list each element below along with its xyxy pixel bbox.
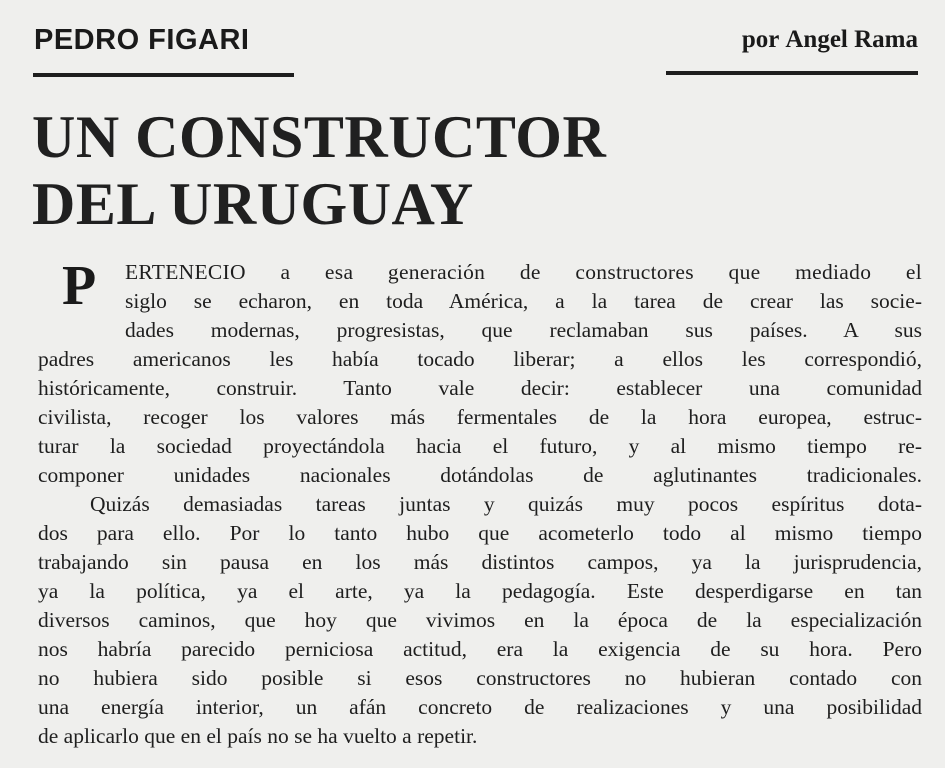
byline-prefix: por: [741, 26, 780, 53]
byline-underline: [666, 71, 918, 75]
body-line: trabajando sin pausa en los más distintos campos, ya la jurisprudencia,: [38, 550, 922, 574]
article-kicker: PEDRO FIGARI: [34, 24, 250, 56]
body-line: diversos caminos, que hoy que vivimos en la época de la especialización: [38, 608, 922, 632]
headline: [32, 104, 606, 238]
body-line: de aplicarlo que en el país no se ha vuelto a repetir.: [38, 724, 478, 748]
body-line: ERTENECIO a esa generación de constructores que mediado el: [125, 260, 922, 284]
byline-author: Angel Rama: [785, 26, 918, 53]
body-line: no hubiera sido posible si esos constructores no hubieran contado con: [38, 666, 922, 690]
headline-line: UN CONSTRUCTOR: [32, 104, 607, 170]
body-line: Quizás demasiadas tareas juntas y quizás muy pocos espíritus dota-: [90, 492, 922, 516]
body-line: nos habría parecido perniciosa actitud, era la exigencia de su hora. Pero: [38, 637, 922, 661]
kicker-underline: [33, 73, 294, 77]
body-line: padres americanos les había tocado liberar; a ellos les correspondió,: [38, 347, 922, 371]
byline: [742, 26, 918, 54]
body-line: ya la política, ya el arte, ya la pedagogía. Este desperdigarse en tan: [38, 579, 922, 603]
body-line: una energía interior, un afán concreto de realizaciones y una posibilidad: [38, 695, 922, 719]
body-line: turar la sociedad proyectándola hacia el futuro, y al mismo tiempo re-: [38, 434, 922, 458]
body-line: civilista, recoger los valores más fermentales de la hora europea, estruc-: [38, 405, 922, 429]
body-line: siglo se echaron, en toda América, a la tarea de crear las socie-: [125, 289, 922, 313]
body-line: dades modernas, progresistas, que reclamaban sus países. A sus: [125, 318, 922, 342]
headline-line: DEL URUGUAY: [32, 171, 474, 237]
body-line: dos para ello. Por lo tanto hubo que acometerlo todo al mismo tiempo: [38, 521, 922, 545]
article-body: [38, 255, 922, 751]
body-line: componer unidades nacionales dotándolas de aglutinantes tradicionales.: [38, 463, 922, 487]
drop-cap: P: [62, 255, 97, 317]
body-line: históricamente, construir. Tanto vale decir: establecer una comunidad: [38, 376, 922, 400]
